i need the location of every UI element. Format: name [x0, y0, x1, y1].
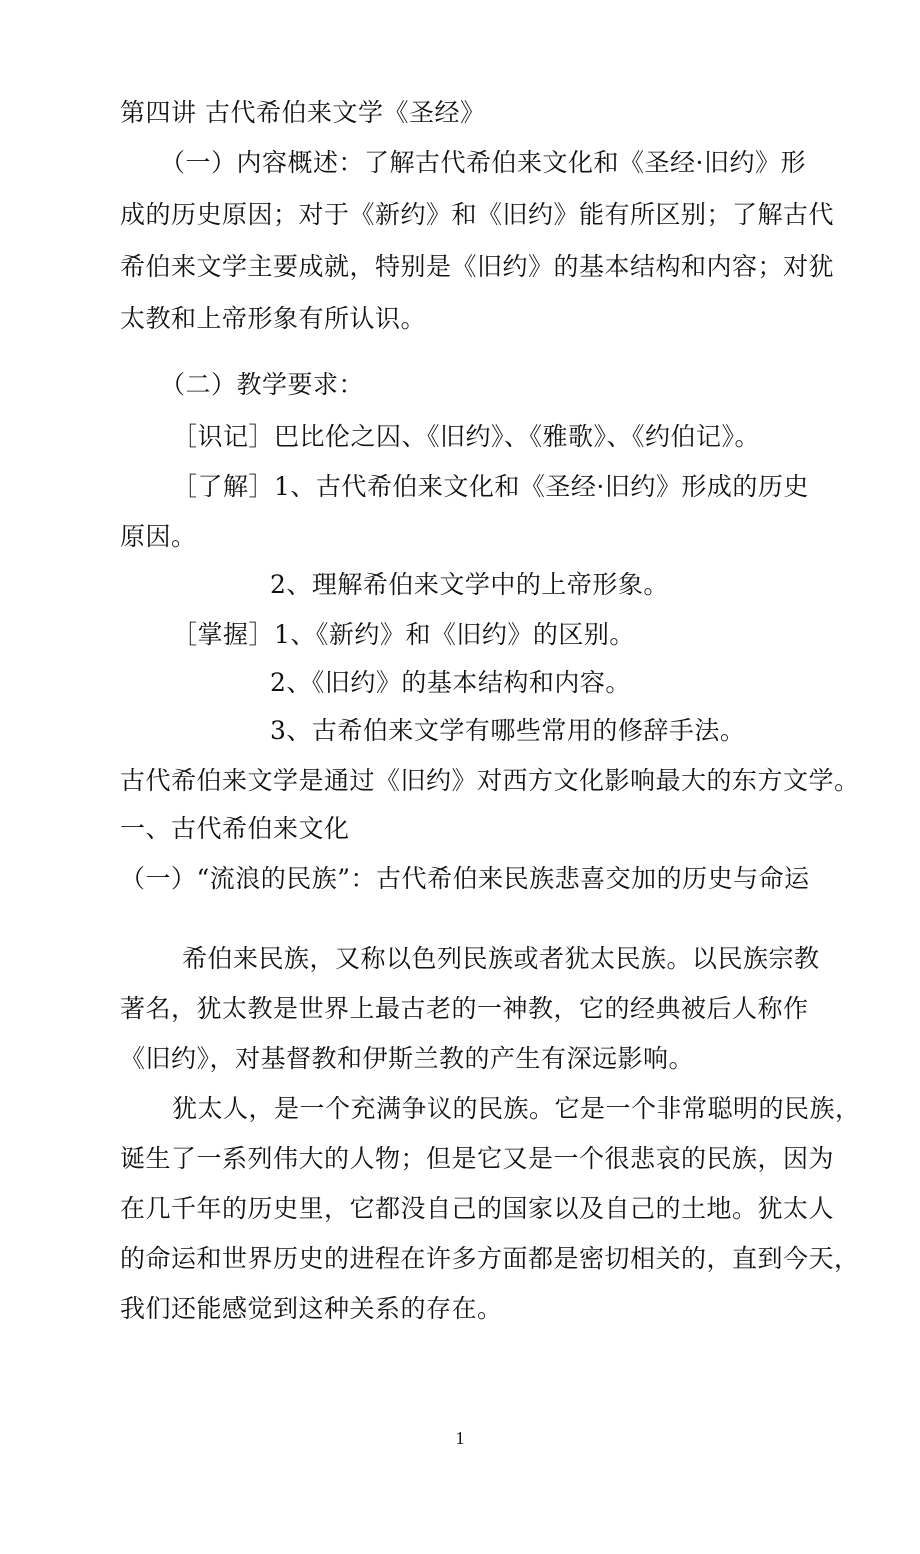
section-heading: 一、古代希伯来文化 [120, 814, 350, 843]
master-line-2: 2、《旧约》的基本结构和内容。 [270, 668, 631, 697]
paragraph1-line-3: 《旧约》，对基督教和伊斯兰教的产生有深远影响。 [120, 1044, 695, 1073]
paragraph1-line-1: 希伯来民族，又称以色列民族或者犹太民族。以民族宗教 [182, 944, 820, 973]
understand-line-1: ［了解］1、古代希伯来文化和《圣经·旧约》形成的历史 [172, 472, 809, 501]
master-line-3: 3、古希伯来文学有哪些常用的修辞手法。 [270, 716, 746, 745]
paragraph1-line-2: 著名，犹太教是世界上最古老的一神教，它的经典被后人称作 [120, 994, 809, 1023]
paragraph2-line-5: 我们还能感觉到这种关系的存在。 [120, 1294, 503, 1323]
paragraph2-line-3: 在几千年的历史里，它都没自己的国家以及自己的土地。犹太人 [120, 1194, 835, 1223]
overview-line-4: 太教和上帝形象有所认识。 [120, 304, 427, 333]
overview-line-3: 希伯来文学主要成就，特别是《旧约》的基本结构和内容；对犹 [120, 252, 835, 281]
master-line-1: ［掌握］1、《新约》和《旧约》的区别。 [172, 620, 635, 649]
overview-line-1: （一）内容概述：了解古代希伯来文化和《圣经·旧约》形 [160, 148, 806, 177]
page-number: 1 [455, 1428, 465, 1448]
paragraph2-line-2: 诞生了一系列伟大的人物；但是它又是一个很悲哀的民族，因为 [120, 1144, 835, 1173]
requirements-heading: （二）教学要求： [160, 370, 365, 399]
memorize-line: ［识记］巴比伦之囚、《旧约》、《雅歌》、《约伯记》。 [172, 422, 761, 451]
overview-line-2: 成的历史原因；对于《新约》和《旧约》能有所区别；了解古代 [120, 200, 835, 229]
intro-line: 古代希伯来文学是通过《旧约》对西方文化影响最大的东方文学。 [120, 766, 860, 795]
understand-line-3: 2、理解希伯来文学中的上帝形象。 [270, 570, 669, 599]
subsection-heading: （一）“流浪的民族”：古代希伯来民族悲喜交加的历史与命运 [120, 864, 810, 893]
paragraph2-line-1: 犹太人，是一个充满争议的民族。它是一个非常聪明的民族， [172, 1094, 861, 1123]
page-title: 第四讲 古代希伯来文学《圣经》 [120, 98, 486, 127]
understand-line-2: 原因。 [120, 522, 197, 551]
paragraph2-line-4: 的命运和世界历史的进程在许多方面都是密切相关的，直到今天， [120, 1244, 860, 1273]
